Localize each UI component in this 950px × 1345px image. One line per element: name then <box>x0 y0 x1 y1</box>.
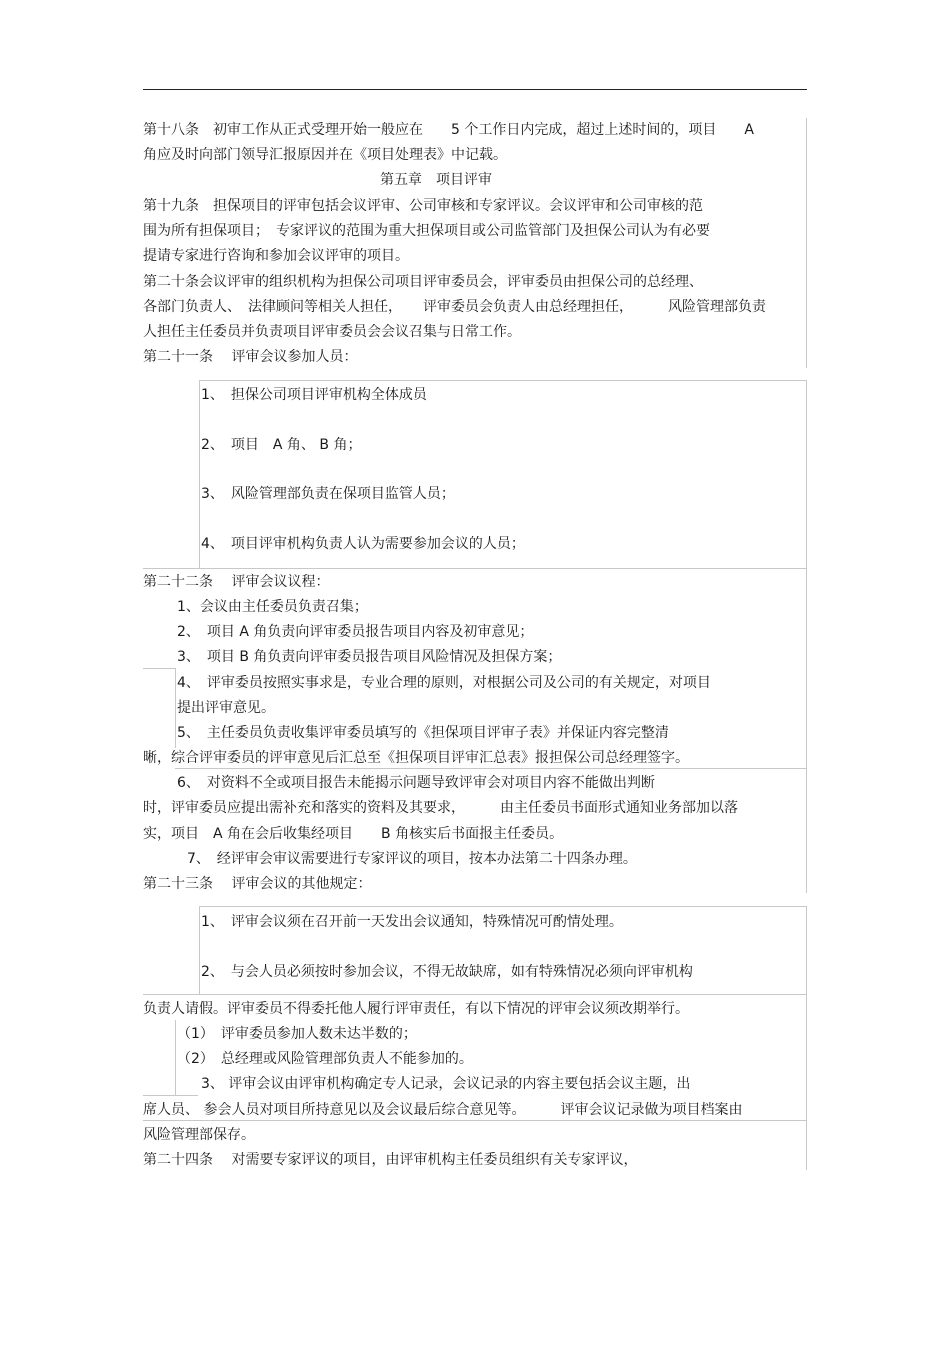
box-line <box>143 994 807 995</box>
art22-item4-line2: 提出评审意见。 <box>177 700 275 716</box>
art21-item2: 2、 项目 A 角、 B 角； <box>201 437 362 453</box>
art23-item3-line2: 席人员、 参会人员对项目所持意见以及会议最后综合意见等。 评审会议记录做为项目档案由 <box>143 1102 743 1118</box>
art22-item6-line1: 6、 对资料不全或项目报告未能揭示问题导致评审会对项目内容不能做出判断 <box>177 775 655 791</box>
box-line <box>199 380 807 381</box>
box-line <box>806 380 807 568</box>
chapter-title: 第五章 项目评审 <box>380 172 492 188</box>
box-line <box>199 906 807 907</box>
art22-item5-line2: 晰，综合评审委员的评审意见后汇总至《担保项目评审汇总表》报担保公司总经理签字。 <box>143 750 689 766</box>
art23-item2-line2: 负责人请假。评审委员不得委托他人履行评审责任，有以下情况的评审会议须改期举行。 <box>143 1001 689 1017</box>
art23-item3-line3: 风险管理部保存。 <box>143 1127 255 1143</box>
art18-line2: 角应及时向部门领导汇报原因并在《项目处理表》中记载。 <box>143 147 507 163</box>
box-line <box>143 668 176 669</box>
art19-line3: 提请专家进行咨询和参加会议评审的项目。 <box>143 248 409 264</box>
art22-item2: 2、 项目 A 角负责向评审委员报告项目内容及初审意见； <box>177 624 534 640</box>
art18-line1: 第十八条 初审工作从正式受理开始一般应在 5 个工作日内完成，超过上述时间的，项目 A <box>143 122 754 138</box>
art20-line3: 人担任主任委员并负责项目评审委员会会议召集与日常工作。 <box>143 324 521 340</box>
art23-item3-line1: 3、 评审会议由评审机构确定专人记录，会议记录的内容主要包括会议主题，出 <box>201 1076 691 1092</box>
box-line <box>175 768 807 769</box>
art22-item3: 3、 项目 B 角负责向评审委员报告项目风险情况及担保方案； <box>177 649 562 665</box>
art19-line2: 围为所有担保项目； 专家评议的范围为重大担保项目或公司监管部门及担保公司认为有必要 <box>143 223 710 239</box>
art22-item6-line3: 实，项目 A 角在会后收集经项目 B 角核实后书面报主任委员。 <box>143 826 564 842</box>
art23-heading: 第二十三条 评审会议的其他规定： <box>143 876 372 892</box>
art22-item4-line1: 4、 评审委员按照实事求是，专业合理的原则，对根据公司及公司的有关规定，对项目 <box>177 675 711 691</box>
art22-heading: 第二十二条 评审会议议程： <box>143 574 330 590</box>
art24-line1: 第二十四条 对需要专家评议的项目，由评审机构主任委员组织有关专家评议， <box>143 1152 638 1168</box>
art22-item5-line1: 5、 主任委员负责收集评审委员填写的《担保项目评审子表》并保证内容完整清 <box>177 725 669 741</box>
art21-item4: 4、 项目评审机构负责人认为需要参加会议的人员； <box>201 536 525 552</box>
box-line <box>175 668 176 748</box>
art23-item1: 1、 评审会议须在召开前一天发出会议通知，特殊情况可酌情处理。 <box>201 914 623 930</box>
art23-sub2: （2） 总经理或风险管理部负责人不能参加的。 <box>177 1051 473 1067</box>
art23-sub1: （1） 评审委员参加人数未达半数的； <box>177 1026 417 1042</box>
box-line <box>175 1020 176 1095</box>
art21-item3: 3、 风险管理部负责在保项目监管人员； <box>201 486 455 502</box>
header-rule <box>143 89 807 90</box>
box-line <box>143 568 807 569</box>
art22-item1: 1、会议由主任委员负责召集； <box>177 599 368 615</box>
art19-line1: 第十九条 担保项目的评审包括会议评审、公司审核和专家评议。会议评审和公司审核的范 <box>143 198 703 214</box>
box-line <box>806 568 807 768</box>
box-line <box>143 1095 198 1096</box>
art20-line1: 第二十条会议评审的组织机构为担保公司项目评审委员会，评审委员由担保公司的总经理、 <box>143 274 703 290</box>
art23-item2-line1: 2、 与会人员必须按时参加会议，不得无故缺席，如有特殊情况必须向评审机构 <box>201 964 693 980</box>
art20-line2: 各部门负责人、 法律顾问等相关人担任， 评审委员会负责人由总经理担任， 风险管理部负责 <box>143 299 766 315</box>
box-line <box>806 118 807 368</box>
art21-item1: 1、 担保公司项目评审机构全体成员 <box>201 387 427 403</box>
box-line <box>806 906 807 994</box>
box-line <box>199 380 200 568</box>
art22-item6-line2: 时，评审委员应提出需补充和落实的资料及其要求， 由主任委员书面形式通知业务部加以落 <box>143 800 738 816</box>
box-line <box>806 768 807 893</box>
art21-heading: 第二十一条 评审会议参加人员： <box>143 349 358 365</box>
box-line <box>806 994 807 1170</box>
box-line <box>199 906 200 994</box>
box-line <box>143 1120 807 1121</box>
art22-item7: 7、 经评审会审议需要进行专家评议的项目，按本办法第二十四条办理。 <box>187 851 637 867</box>
